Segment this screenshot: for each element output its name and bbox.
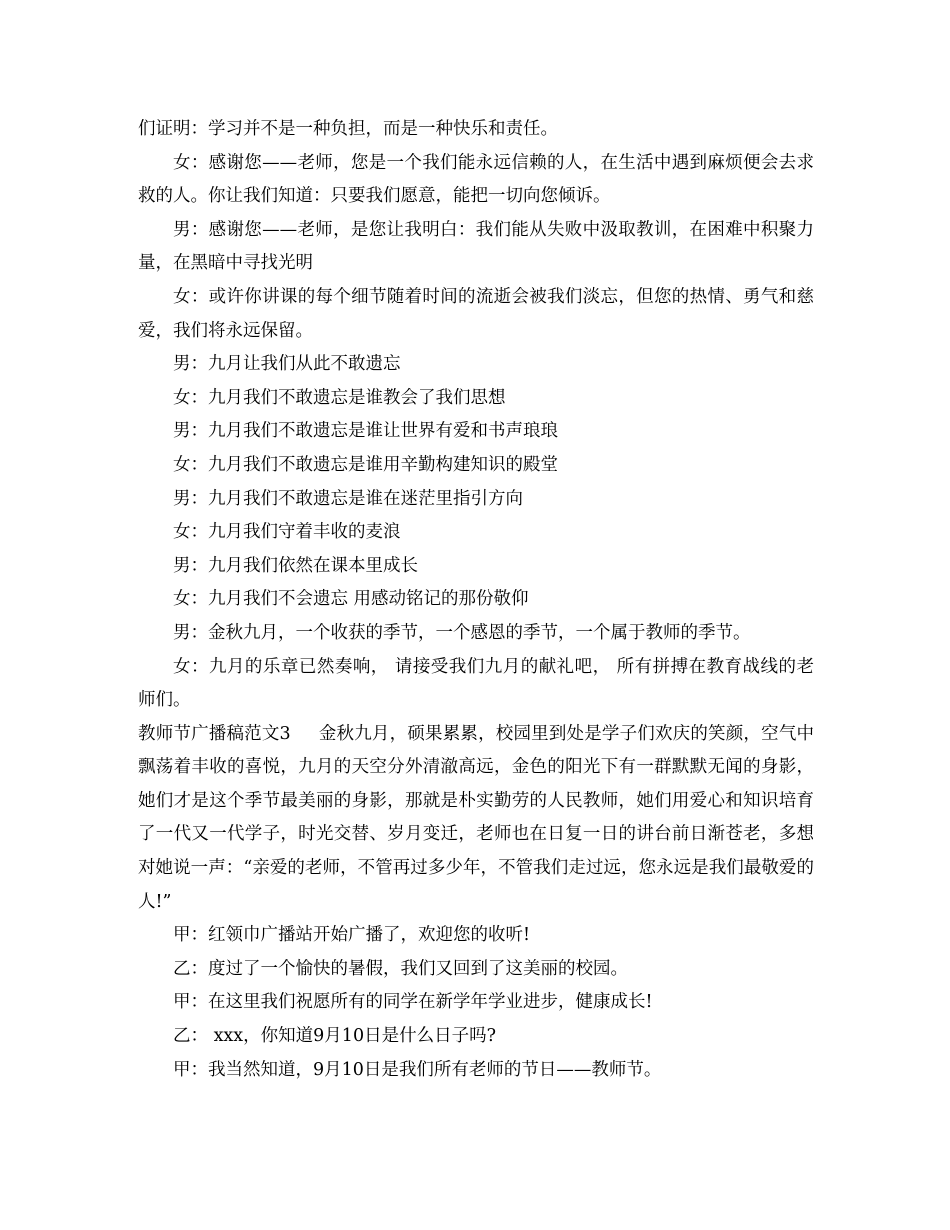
paragraph: 女：九月我们守着丰收的麦浪: [173, 522, 401, 543]
paragraph: 女：感谢您——老师，您是一个我们能永远信赖的人，在生活中遇到麻烦便会去求救的人。你让我们知道：只要我们愿意，能把一切向您倾诉。: [138, 152, 814, 207]
dialogue-line: 乙：度过了一个愉快的暑假，我们又回到了这美丽的校园。: [173, 958, 628, 979]
paragraph: 女：九月我们不敢遗忘是谁用辛勤构建知识的殿堂: [173, 454, 558, 475]
section-body: 金秋九月，硕果累累，校园里到处是学子们欢庆的笑颜，空气中飘荡着丰收的喜悦，九月的天空分外清澈高远，金色的阳光下有一群默默无闻的身影，她们才是这个季节最美丽的身影，那就是朴实勤劳的人民教师，她们用爱心和知识培育了一代又一代学子，时光交替、岁月变迁，老师也在日复一日的讲台前日渐苍老，多想对她说一声：“亲爱的老师，不管再过多少年，不管我们走过远，您永远是我们最敬爱的人!”: [138, 723, 815, 912]
paragraph: 女：九月的乐章已然奏响， 请接受我们九月的献礼吧， 所有拼搏在教育战线的老师们。: [138, 656, 814, 711]
dialogue-line: 乙： xxx，你知道9月10日是什么日子吗?: [173, 1026, 496, 1047]
paragraph: 女：或许你讲课的每个细节随着时间的流逝会被我们淡忘，但您的热情、勇气和慈爱，我们将永远保留。: [138, 286, 814, 341]
paragraph: 男：九月我们不敢遗忘是谁在迷茫里指引方向: [173, 488, 523, 509]
paragraph: 女：九月我们不敢遗忘是谁教会了我们思想: [173, 387, 506, 408]
paragraph: 们证明：学习并不是一种负担，而是一种快乐和责任。: [138, 119, 558, 139]
paragraph: 男：九月我们依然在课本里成长: [173, 555, 418, 576]
dialogue-line: 甲：在这里我们祝愿所有的同学在新学年学业进步，健康成长!: [173, 992, 653, 1013]
section-paragraph: [138, 718, 814, 920]
paragraph: 男：感谢您——老师，是您让我明白：我们能从失败中汲取教训，在困难中积聚力量，在黑暗中寻找光明: [138, 219, 814, 274]
paragraph: 男：九月我们不敢遗忘是谁让世界有爱和书声琅琅: [173, 421, 558, 442]
paragraph: 男：金秋九月，一个收获的季节，一个感恩的季节，一个属于教师的季节。: [173, 622, 751, 643]
paragraph: 男：九月让我们从此不敢遗忘: [173, 354, 401, 375]
section-heading: 教师节广播稿范文3: [138, 723, 291, 744]
dialogue-line: 甲：红领巾广播站开始广播了，欢迎您的收听!: [173, 925, 531, 946]
document-body: [138, 113, 814, 1087]
paragraph: 女：九月我们不会遗忘 用感动铭记的那份敬仰: [173, 589, 529, 610]
dialogue-line: 甲：我当然知道，9月10日是我们所有老师的节日——教师节。: [173, 1059, 662, 1080]
